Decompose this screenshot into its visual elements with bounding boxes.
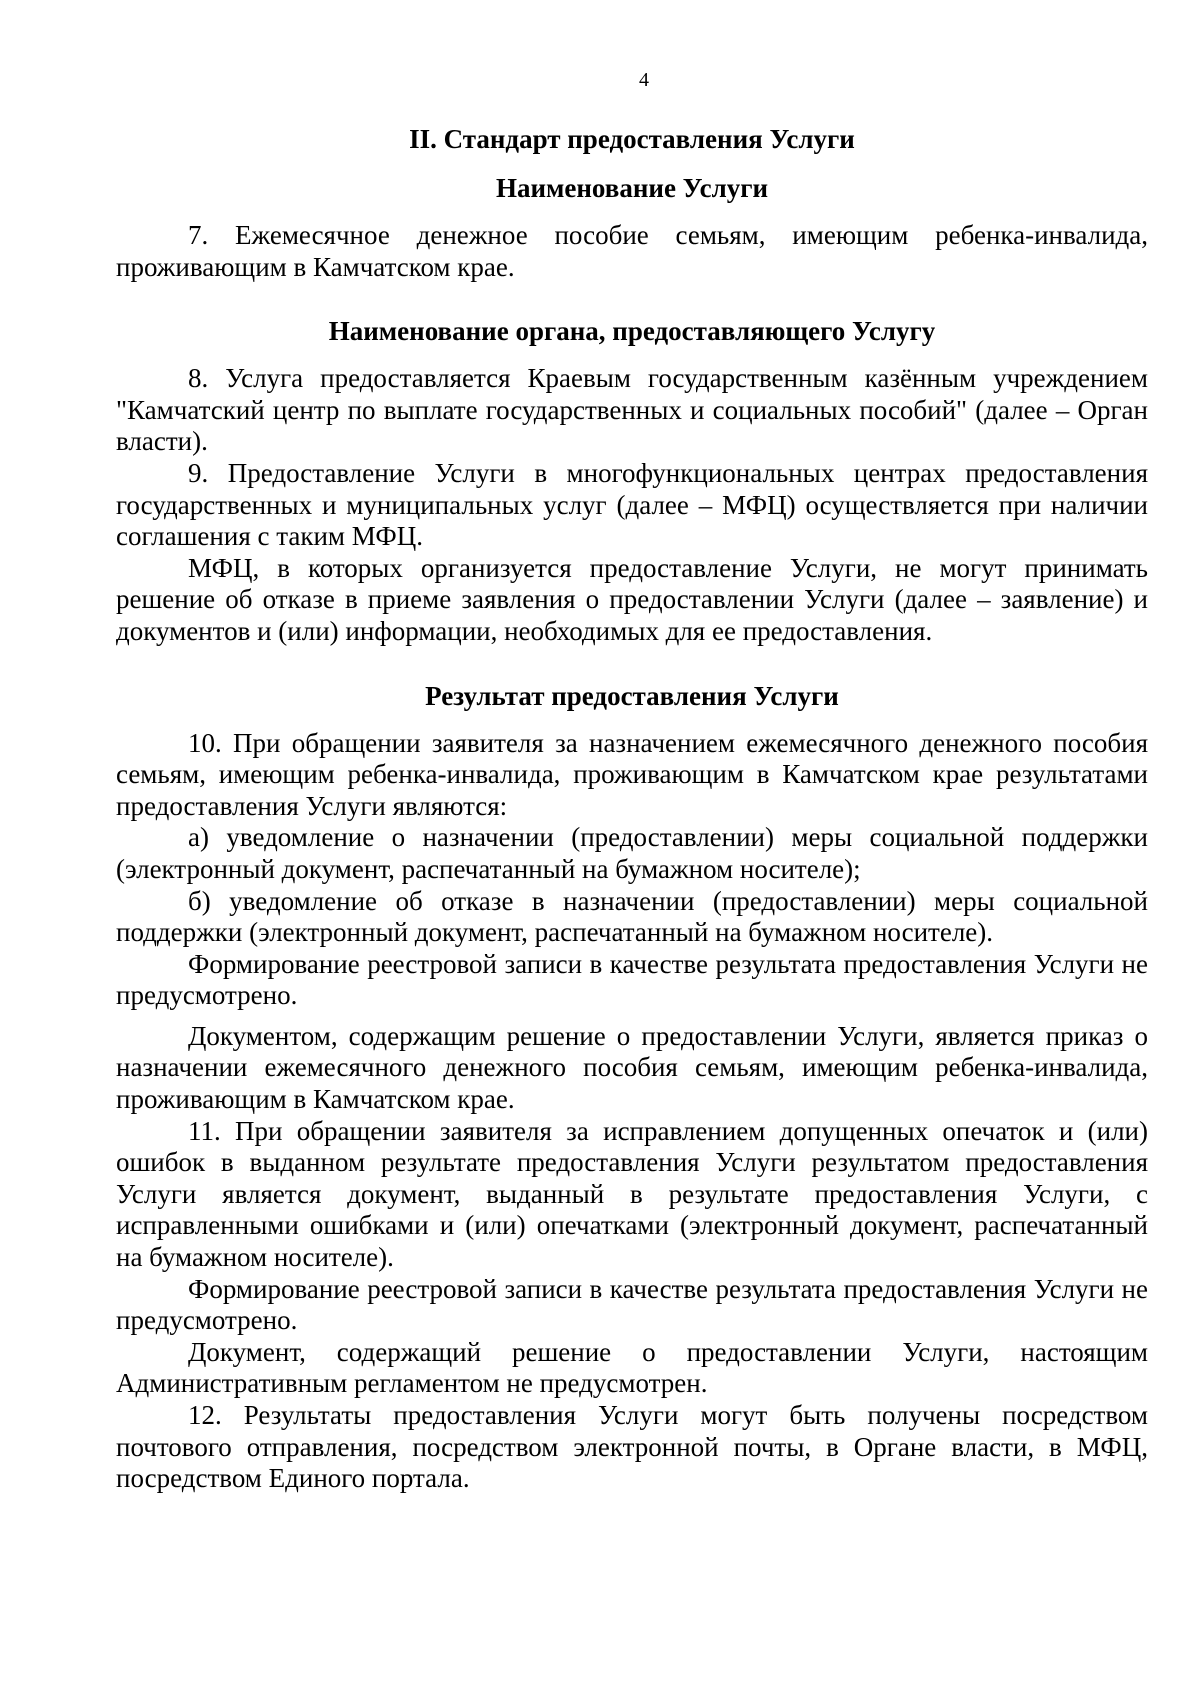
paragraph-10-a: а) уведомление о назначении (предоставлении) меры социальной поддержки (электронный документ, распечатанный на бумажном носителе); — [116, 822, 1148, 884]
section-title: II. Стандарт предоставления Услуги — [409, 124, 855, 154]
document-body — [116, 68, 1148, 1495]
paragraph-8: 8. Услуга предоставляется Краевым государственным казённым учреждением "Камчатский центр по выплате государственных и социальных пособий" (далее – Орган власти). — [116, 363, 1148, 457]
paragraph-11-registry: Формирование реестровой записи в качестве результата предоставления Услуги не предусмотрено. — [116, 1273, 1148, 1336]
paragraph-10-decision: Документом, содержащим решение о предоставлении Услуги, является приказ о назначении ежемесячного денежного пособия семьям, имеющим ребенка-инвалида, проживающим в Камчатском крае. — [116, 1020, 1148, 1115]
heading-authority-name: Наименование органа, предоставляющего Услугу — [328, 316, 936, 347]
page-number: 4 — [639, 69, 649, 91]
heading-service-name: Наименование Услуги — [495, 173, 769, 203]
paragraph-7: 7. Ежемесячное денежное пособие семьям, имеющим ребенка-инвалида, проживающим в Камчатском крае. — [116, 220, 1148, 282]
heading-service-result: Результат предоставления Услуги — [425, 680, 839, 711]
paragraph-10: 10. При обращении заявителя за назначением ежемесячного денежного пособия семьям, имеющим ребенка-инвалида, проживающим в Камчатском крае результатами предоставления Услуги являются: — [116, 727, 1148, 821]
paragraph-12: 12. Результаты предоставления Услуги могут быть получены посредством почтового отправления, посредством электронной почты, в Органе власти, в МФЦ, посредством Единого портала. — [116, 1400, 1148, 1494]
paragraph-10-b: б) уведомление об отказе в назначении (предоставлении) меры социальной поддержки (электронный документ, распечатанный на бумажном носителе). — [116, 885, 1148, 948]
paragraph-9-mfc: МФЦ, в которых организуется предоставление Услуги, не могут принимать решение об отказе в приеме заявления о предоставлении Услуги (далее – заявление) и документов и (или) информации, необходимых для ее предоставления. — [116, 552, 1148, 646]
paragraph-10-registry: Формирование реестровой записи в качестве результата предоставления Услуги не предусмотрено. — [116, 948, 1148, 1011]
paragraph-11: 11. При обращении заявителя за исправлением допущенных опечаток и (или) ошибок в выданном результате предоставления Услуги результатом предоставления Услуги является документ, выданный в результате предоставления Услуги, с исправленными ошибками и (или) опечатками (электронный документ, распечатанный на бумажном носителе). — [116, 1115, 1148, 1273]
paragraph-9: 9. Предоставление Услуги в многофункциональных центрах предоставления государственных и муниципальных услуг (далее – МФЦ) осуществляется при наличии соглашения с таким МФЦ. — [116, 457, 1148, 552]
paragraph-11-decision: Документ, содержащий решение о предоставлении Услуги, настоящим Административным регламентом не предусмотрен. — [116, 1336, 1148, 1399]
